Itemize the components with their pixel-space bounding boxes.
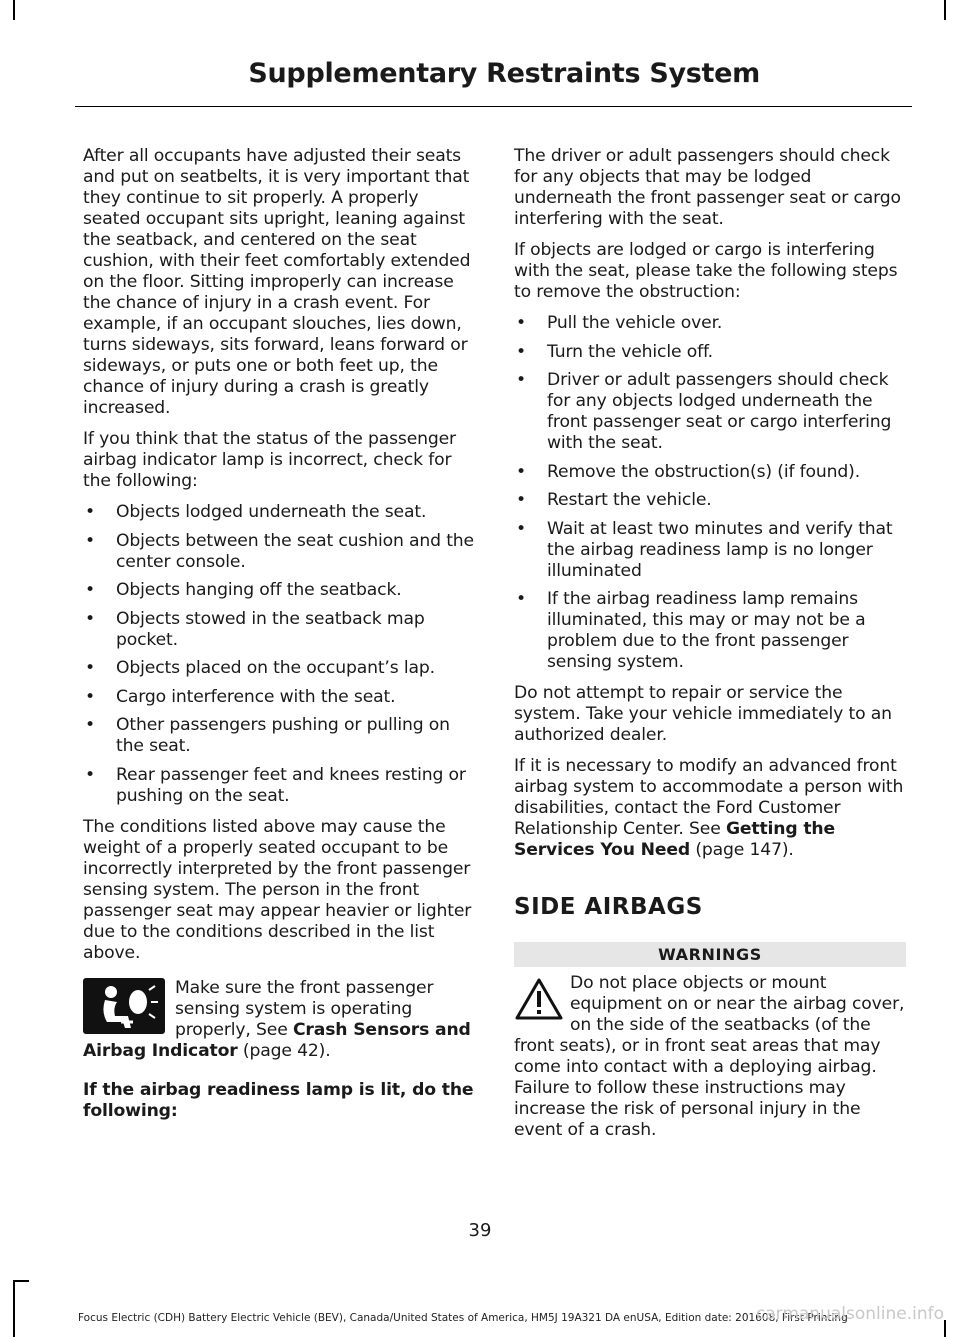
paragraph: If objects are lodged or cargo is interfering with the seat, please take the following steps to remove the obstruction: (514, 240, 898, 302)
left-column (83, 146, 475, 1132)
list-item: • Remove the obstruction(s) (if found). (514, 462, 906, 483)
list-item: • Turn the vehicle off. (514, 342, 906, 363)
paragraph-text: If it is necessary to modify an advanced front airbag system to accommodate a person with disabilities, contact the Ford Customer Relationship Center. See (514, 756, 904, 839)
list-item: • Restart the vehicle. (514, 490, 906, 511)
page-header-title: Supplementary Restraints System (248, 58, 760, 89)
list-item: • Objects stowed in the seatback map pocket. (83, 609, 475, 651)
crop-mark (13, 0, 15, 20)
footer-text: Focus Electric (CDH) Battery Electric Vehicle (BEV), Canada/United States of America, HM5J 19A321 DA enUSA, Edition date: 201608, First Printing (78, 1312, 848, 1324)
paragraph: If you think that the status of the passenger airbag indicator lamp is incorrect, check for the following: (83, 429, 456, 491)
getting-services-link[interactable]: Getting the Services You Need (514, 819, 836, 860)
paragraph: The driver or adult passengers should check for any objects that may be lodged underneath the front passenger seat or cargo interfering with the seat. (514, 146, 901, 229)
paragraph: Do not attempt to repair or service the system. Take your vehicle immediately to an authorized dealer. (514, 683, 892, 745)
warnings-bar: WARNINGS (514, 942, 906, 967)
page-reference: (page 147). (690, 840, 794, 860)
list-item: • Rear passenger feet and knees resting or pushing on the seat. (83, 765, 475, 807)
icon-paragraph (83, 978, 475, 1062)
crash-sensors-link[interactable]: Crash Sensors and Airbag Indicator (83, 1019, 471, 1061)
crop-mark (944, 0, 946, 20)
right-column (514, 146, 906, 1151)
paragraph (514, 756, 906, 861)
page-reference: (page 42). (237, 1040, 331, 1061)
section-title: SIDE AIRBAGS (514, 894, 703, 920)
list-item: • Other passengers pushing or pulling on the seat. (83, 715, 475, 757)
watermark: carmanualsonline.info (755, 1304, 944, 1324)
check-list (83, 502, 475, 807)
subheading: If the airbag readiness lamp is lit, do the following: (83, 1079, 474, 1121)
warning-text: Do not place objects or mount equipment on or near the airbag cover, on the side of the seatbacks (of the front seats), or in front seat areas that may come into contact with a deploying airbag. Failure to follow these instructions may increase the risk of personal injury in the event of a crash. (514, 973, 905, 1140)
crop-mark (13, 1280, 15, 1337)
list-item: • If the airbag readiness lamp remains illuminated, this may or may not be a problem due to the front passenger sensing system. (514, 589, 906, 673)
list-item: • Objects hanging off the seatback. (83, 580, 475, 601)
list-item: • Cargo interference with the seat. (83, 687, 475, 708)
paragraph: After all occupants have adjusted their seats and put on seatbelts, it is very important that they continue to sit properly. A properly seated occupant sits upright, leaning against the seatback, and centered on the seat cushion, with their feet comfortably extended on the floor. Sitting improperly can increase the chance of injury in a crash event. For example, if an occupant slouches, lies down, turns sideways, sits forward, leans forward or sideways, or puts one or both feet up, the chance of injury during a crash is greatly increased. (83, 146, 471, 418)
crop-mark (944, 1320, 946, 1337)
airbag-indicator-icon (83, 978, 165, 1034)
page-number: 39 (468, 1220, 492, 1241)
warning-paragraph (514, 973, 906, 1141)
list-item: • Pull the vehicle over. (514, 313, 906, 334)
header-rule (75, 106, 912, 107)
paragraph-text: Make sure the front passenger sensing system is operating properly, See (175, 977, 434, 1040)
list-item: • Objects placed on the occupant’s lap. (83, 658, 475, 679)
list-item: • Objects between the seat cushion and the center console. (83, 531, 475, 573)
crop-mark (13, 1280, 29, 1282)
list-item: • Driver or adult passengers should check for any objects lodged underneath the front passenger seat or cargo interfering with the seat. (514, 370, 906, 454)
steps-list (514, 313, 906, 673)
list-item: • Objects lodged underneath the seat. (83, 502, 475, 523)
paragraph: The conditions listed above may cause the weight of a properly seated occupant to be incorrectly interpreted by the front passenger sensing system. The person in the front passenger seat may appear heavier or lighter due to the conditions described in the list above. (83, 816, 472, 963)
list-item: • Wait at least two minutes and verify that the airbag readiness lamp is no longer illuminated (514, 519, 906, 582)
warning-triangle-icon (514, 977, 564, 1021)
